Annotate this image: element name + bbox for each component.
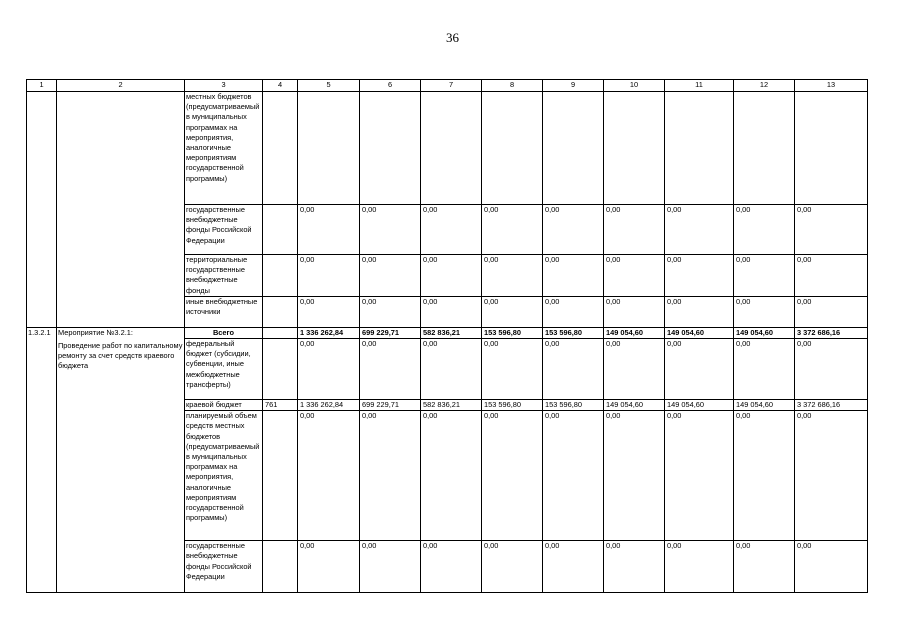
event-title: Мероприятие №3.2.1:: [58, 327, 133, 337]
value-cell: 0,00: [543, 255, 604, 297]
code-cell: [263, 411, 298, 541]
value-cell: 0,00: [604, 205, 665, 255]
value-cell: 149 054,60: [604, 327, 665, 338]
value-cell: 0,00: [360, 296, 421, 327]
value-cell: 0,00: [298, 205, 360, 255]
value-cell: 0,00: [734, 255, 795, 297]
value-cell: 582 836,21: [421, 327, 482, 338]
code-cell: [263, 92, 298, 205]
header-cell: 1: [27, 80, 57, 92]
header-cell: 12: [734, 80, 795, 92]
value-cell: 0,00: [298, 541, 360, 593]
source-cell: государственные внебюджетные фонды Российской Федерации: [185, 541, 263, 593]
event-id: 1.3.2.1: [27, 327, 57, 592]
header-cell: 10: [604, 80, 665, 92]
source-cell: государственные внебюджетные фонды Российской Федерации: [185, 205, 263, 255]
source-cell: Всего: [185, 327, 263, 338]
value-cell: 153 596,80: [543, 327, 604, 338]
value-cell: 699 229,71: [360, 400, 421, 411]
header-cell: 6: [360, 80, 421, 92]
value-cell: 0,00: [421, 411, 482, 541]
value-cell: [795, 92, 868, 205]
value-cell: [604, 92, 665, 205]
budget-table: [26, 79, 868, 593]
value-cell: 0,00: [421, 541, 482, 593]
value-cell: 582 836,21: [421, 400, 482, 411]
source-cell: федеральный бюджет (субсидии, субвенции, иные межбюджетные трансферты): [185, 339, 263, 400]
value-cell: 699 229,71: [360, 327, 421, 338]
value-cell: 0,00: [665, 296, 734, 327]
header-cell: 7: [421, 80, 482, 92]
table-row: [27, 327, 868, 338]
code-cell: [263, 296, 298, 327]
value-cell: 153 596,80: [543, 400, 604, 411]
event-description: Проведение работ по капитальному ремонту за счет средств краевого бюджета: [58, 341, 183, 371]
value-cell: 0,00: [298, 411, 360, 541]
header-cell: 2: [57, 80, 185, 92]
value-cell: 0,00: [665, 411, 734, 541]
value-cell: 149 054,60: [734, 400, 795, 411]
value-cell: 0,00: [482, 205, 543, 255]
value-cell: 0,00: [482, 541, 543, 593]
value-cell: 0,00: [360, 339, 421, 400]
value-cell: 0,00: [543, 411, 604, 541]
value-cell: 0,00: [604, 296, 665, 327]
value-cell: [665, 92, 734, 205]
value-cell: 0,00: [795, 339, 868, 400]
value-cell: 0,00: [298, 339, 360, 400]
value-cell: 0,00: [604, 255, 665, 297]
table-header-row: [27, 80, 868, 92]
value-cell: [421, 92, 482, 205]
page-number: 36: [446, 30, 459, 45]
value-cell: 0,00: [421, 255, 482, 297]
value-cell: 0,00: [421, 296, 482, 327]
header-cell: 11: [665, 80, 734, 92]
code-cell: [263, 327, 298, 338]
value-cell: 0,00: [543, 296, 604, 327]
value-cell: 0,00: [795, 541, 868, 593]
value-cell: 149 054,60: [665, 400, 734, 411]
value-cell: 0,00: [543, 541, 604, 593]
value-cell: 0,00: [543, 339, 604, 400]
value-cell: 1 336 262,84: [298, 400, 360, 411]
value-cell: 0,00: [298, 296, 360, 327]
source-cell: иные внебюджетные источники: [185, 296, 263, 327]
header-cell: 5: [298, 80, 360, 92]
value-cell: [360, 92, 421, 205]
value-cell: [298, 92, 360, 205]
value-cell: 0,00: [734, 296, 795, 327]
value-cell: 0,00: [604, 541, 665, 593]
value-cell: 0,00: [665, 541, 734, 593]
code-cell: [263, 255, 298, 297]
value-cell: 0,00: [421, 339, 482, 400]
value-cell: 149 054,60: [665, 327, 734, 338]
value-cell: 0,00: [795, 411, 868, 541]
value-cell: 0,00: [734, 339, 795, 400]
value-cell: [543, 92, 604, 205]
value-cell: 0,00: [795, 296, 868, 327]
value-cell: 0,00: [665, 255, 734, 297]
value-cell: 0,00: [360, 205, 421, 255]
header-cell: 13: [795, 80, 868, 92]
event-title-cell: [57, 327, 185, 592]
value-cell: 0,00: [482, 255, 543, 297]
value-cell: 0,00: [665, 205, 734, 255]
value-cell: 153 596,80: [482, 400, 543, 411]
value-cell: 0,00: [482, 296, 543, 327]
source-cell: краевой бюджет: [185, 400, 263, 411]
code-cell: [263, 205, 298, 255]
code-cell: [263, 339, 298, 400]
code-cell: [263, 541, 298, 593]
header-cell: 4: [263, 80, 298, 92]
value-cell: 153 596,80: [482, 327, 543, 338]
value-cell: 0,00: [734, 205, 795, 255]
header-cell: 8: [482, 80, 543, 92]
value-cell: 0,00: [734, 411, 795, 541]
value-cell: 149 054,60: [734, 327, 795, 338]
value-cell: 0,00: [482, 339, 543, 400]
row-id-cell: [27, 92, 57, 328]
value-cell: [734, 92, 795, 205]
value-cell: 1 336 262,84: [298, 327, 360, 338]
value-cell: 0,00: [604, 411, 665, 541]
source-cell: планируемый объем средств местных бюджетов (предусматриваемый в муниципальных программах на мероприятия, аналогичные мероприятиям государственной программы): [185, 411, 263, 541]
code-cell: 761: [263, 400, 298, 411]
value-cell: 3 372 686,16: [795, 400, 868, 411]
value-cell: 0,00: [421, 205, 482, 255]
value-cell: 0,00: [360, 411, 421, 541]
value-cell: 0,00: [298, 255, 360, 297]
value-cell: 0,00: [604, 339, 665, 400]
value-cell: 0,00: [734, 541, 795, 593]
value-cell: [482, 92, 543, 205]
value-cell: 0,00: [665, 339, 734, 400]
value-cell: 0,00: [543, 205, 604, 255]
value-cell: 0,00: [360, 255, 421, 297]
value-cell: 0,00: [795, 205, 868, 255]
source-cell: территориальные государственные внебюджетные фонды: [185, 255, 263, 297]
header-cell: 9: [543, 80, 604, 92]
value-cell: 149 054,60: [604, 400, 665, 411]
value-cell: 0,00: [795, 255, 868, 297]
value-cell: 0,00: [360, 541, 421, 593]
table-row: [27, 92, 868, 205]
source-cell: местных бюджетов (предусматриваемый в муниципальных программах на мероприятия, аналогичные мероприятиям государственной программы): [185, 92, 263, 205]
row-title-cell: [57, 92, 185, 328]
value-cell: 0,00: [482, 411, 543, 541]
header-cell: 3: [185, 80, 263, 92]
value-cell: 3 372 686,16: [795, 327, 868, 338]
